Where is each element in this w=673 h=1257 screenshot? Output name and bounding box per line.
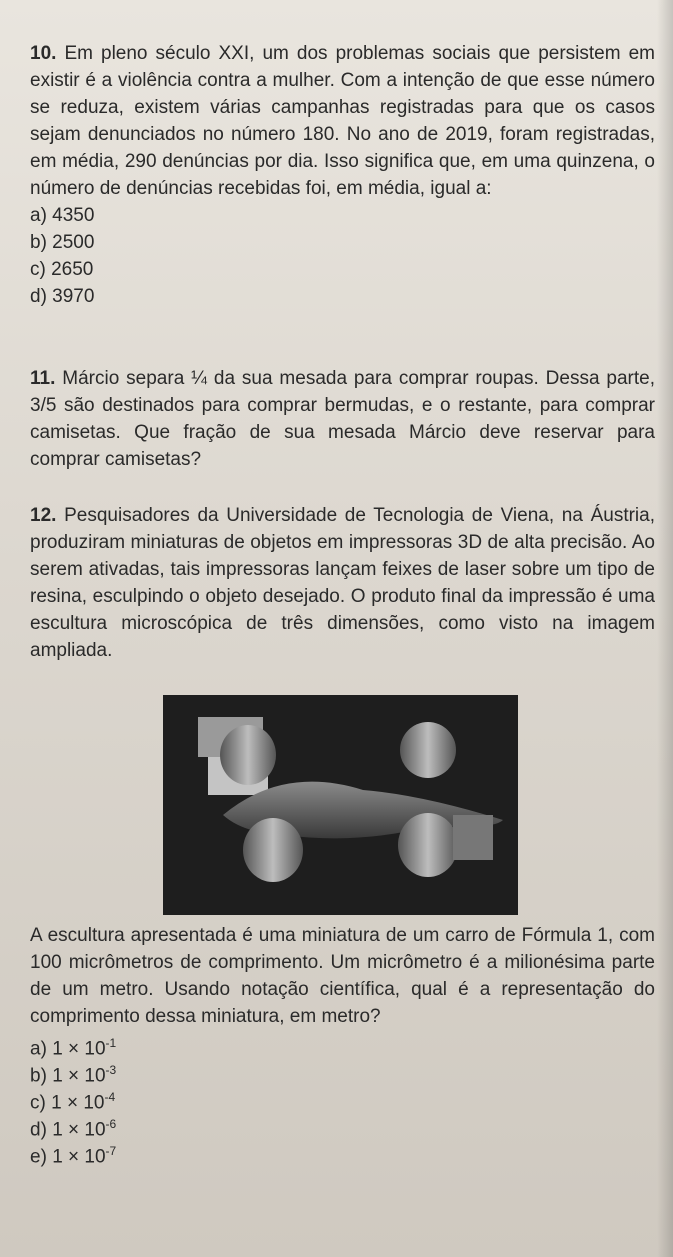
option-a[interactable] — [30, 1030, 655, 1060]
option-label: e) — [30, 1146, 47, 1168]
question-12-number: 12. — [30, 505, 57, 526]
question-10 — [30, 40, 655, 310]
question-12-options — [30, 1030, 655, 1168]
option-exponent: -3 — [105, 1063, 117, 1077]
option-e[interactable] — [30, 1138, 655, 1168]
question-12 — [30, 502, 655, 664]
f1-miniature-photo — [163, 695, 518, 915]
option-exponent: -7 — [105, 1144, 117, 1158]
question-11-body: Márcio separa ¼ da sua mesada para comprar roupas. Dessa parte, 3/5 são destinados para comprar bermudas, e o restante, para comprar camisetas. Que fração de sua mesada Márcio deve reservar para comprar camisetas? — [30, 368, 655, 470]
option-c[interactable]: c) 2650 — [30, 259, 94, 280]
option-label: c) — [30, 1092, 46, 1114]
option-exponent: -6 — [105, 1117, 117, 1131]
option-c[interactable] — [30, 1084, 655, 1114]
option-base: 1 × 10 — [52, 1065, 106, 1087]
option-d[interactable]: d) 3970 — [30, 286, 95, 307]
option-base: 1 × 10 — [52, 1119, 106, 1141]
option-base: 1 × 10 — [51, 1092, 105, 1114]
question-12-body-2: A escultura apresentada é uma miniatura de um carro de Fórmula 1, com 100 micrômetros de comprimento. Um micrômetro é a milionésima parte de um metro. Usando notação científica, qual é a representação do comprimento dessa miniatura, em metro? — [30, 925, 655, 1027]
option-label: d) — [30, 1119, 47, 1141]
question-12-body: Pesquisadores da Universidade de Tecnologia de Viena, na Áustria, produziram miniaturas de objetos em impressoras 3D de alta precisão. Ao serem ativadas, tais impressoras lançam feixes de laser sobre um tipo de resina, esculpindo o objeto desejado. O produto final da impressão é uma escultura microscópica de três dimensões, como visto na imagem ampliada. — [30, 505, 655, 661]
option-b[interactable] — [30, 1057, 655, 1087]
question-11-number: 11. — [30, 368, 56, 389]
question-10-body: Em pleno século XXI, um dos problemas sociais que persistem em existir é a violência contra a mulher. Com a intenção de que esse número se reduza, existem várias campanhas registradas para que os casos sejam denunciados no número 180. No ano de 2019, foram registradas, em média, 290 denúncias por dia. Isso significa que, em uma quinzena, o número de denúncias recebidas foi, em média, igual a: — [30, 43, 655, 199]
option-exponent: -1 — [105, 1036, 117, 1050]
question-11 — [30, 365, 655, 473]
option-label: b) — [30, 1065, 47, 1087]
f1-car-image — [163, 695, 518, 915]
option-b[interactable]: b) 2500 — [30, 232, 95, 253]
option-base: 1 × 10 — [52, 1146, 106, 1168]
option-label: a) — [30, 1038, 47, 1060]
question-10-number: 10. — [30, 43, 57, 64]
option-base: 1 × 10 — [52, 1038, 106, 1060]
option-d[interactable] — [30, 1111, 655, 1141]
option-exponent: -4 — [104, 1090, 116, 1104]
question-10-text — [30, 40, 655, 202]
question-10-options — [30, 202, 655, 310]
option-a[interactable]: a) 4350 — [30, 205, 95, 226]
page-binding-shadow — [657, 0, 673, 1257]
question-12-continued — [30, 922, 655, 1168]
